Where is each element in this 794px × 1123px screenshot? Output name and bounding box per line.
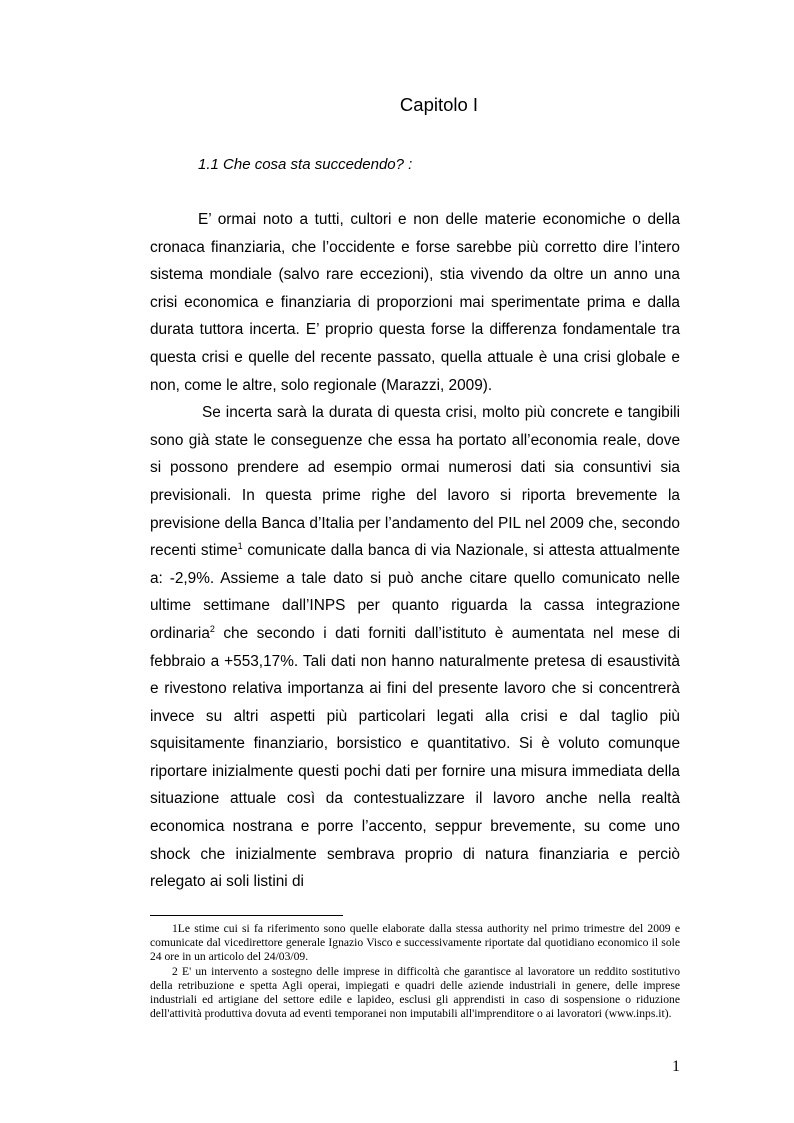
paragraph-2-part-b: comunicate dalla banca di via Nazionale, si attesta attualmente a: -2,9%. Assieme a tale dato si può anche citare quello comunicato nelle ultime settimane dall’INPS per quanto riguarda la cassa integrazione ordinaria: [150, 542, 680, 642]
paragraph-2-part-a: Se incerta sarà la durata di questa crisi, molto più concrete e tangibili sono già state le conseguenze che essa ha portato all’economia reale, dove si possono prendere ad esempio ormai numerosi dati sia consuntivi sia previsionali. In questa prime righe del lavoro si riporta brevemente la previsione della Banca d’Italia per l’andamento del PIL nel 2009 che, secondo recenti stime: [150, 404, 680, 560]
paragraph-1: E’ ormai noto a tutti, cultori e non delle materie economiche o della cronaca finanziaria, che l’occidente e forse sarebbe più corretto dire l’intero sistema mondiale (salvo rare eccezioni), stia vivendo da oltre un anno una crisi economica e finanziaria di proporzioni mai sperimentate prima e dalla durata tuttora incerta. E’ proprio questa forse la differenza fondamentale tra questa crisi e quelle del recente passato, quella attuale è una crisi globale e non, come le altre, solo regionale (Marazzi, 2009).: [150, 211, 680, 394]
body-text: [150, 206, 680, 896]
page-number: 1: [672, 1058, 680, 1075]
footnotes: [150, 922, 680, 1021]
paragraph-2: [150, 399, 680, 896]
footnote-ref-1: 1: [237, 541, 243, 552]
footnote-ref-2: 2: [209, 623, 215, 634]
chapter-title: Capitolo I: [399, 94, 479, 115]
section-title: 1.1 Che cosa sta succedendo? :: [198, 156, 413, 173]
footnote-2: 2 E' un intervento a sostegno delle imprese in difficoltà che garantisce al lavoratore un reddito sostitutivo della retribuzione e spetta Agli operai, impiegati e quadri delle aziende industriali in genere, delle imprese industriali ed artigiane del settore edile e lapideo, esclusi gli apprendisti in caso di sospensione o riduzione dell'attività produttiva dovuta ad eventi temporanei non imputabili all'imprenditore o ai lavoratori (www.inps.it).: [150, 964, 680, 1021]
footnote-separator: [150, 915, 343, 916]
footnote-1: 1Le stime cui si fa riferimento sono quelle elaborate dalla stessa authority nel primo trimestre del 2009 e comunicate dal vicedirettore generale Ignazio Visco e successivamente riportate dal quotidiano economico il sole 24 ore in un articolo del 24/03/09.: [150, 922, 680, 964]
paragraph-2-part-c: che secondo i dati forniti dall’istituto è aumentata nel mese di febbraio a +553,17%. Tali dati non hanno naturalmente pretesa di esaustività e rivestono relativa importanza ai fini del presente lavoro che si concentrerà invece su altri aspetti più particolari legati alla crisi e dal taglio più squisitamente finanziario, borsistico e quantitativo. Si è voluto comunque riportare inizialmente questi pochi dati per fornire una misura immediata della situazione attuale così da contestualizzare il lavoro anche nella realtà economica nostrana e porre l’accento, seppur brevemente, su come uno shock che inizialmente sembrava proprio di natura finanziaria e perciò relegato ai soli listini di: [150, 624, 680, 891]
